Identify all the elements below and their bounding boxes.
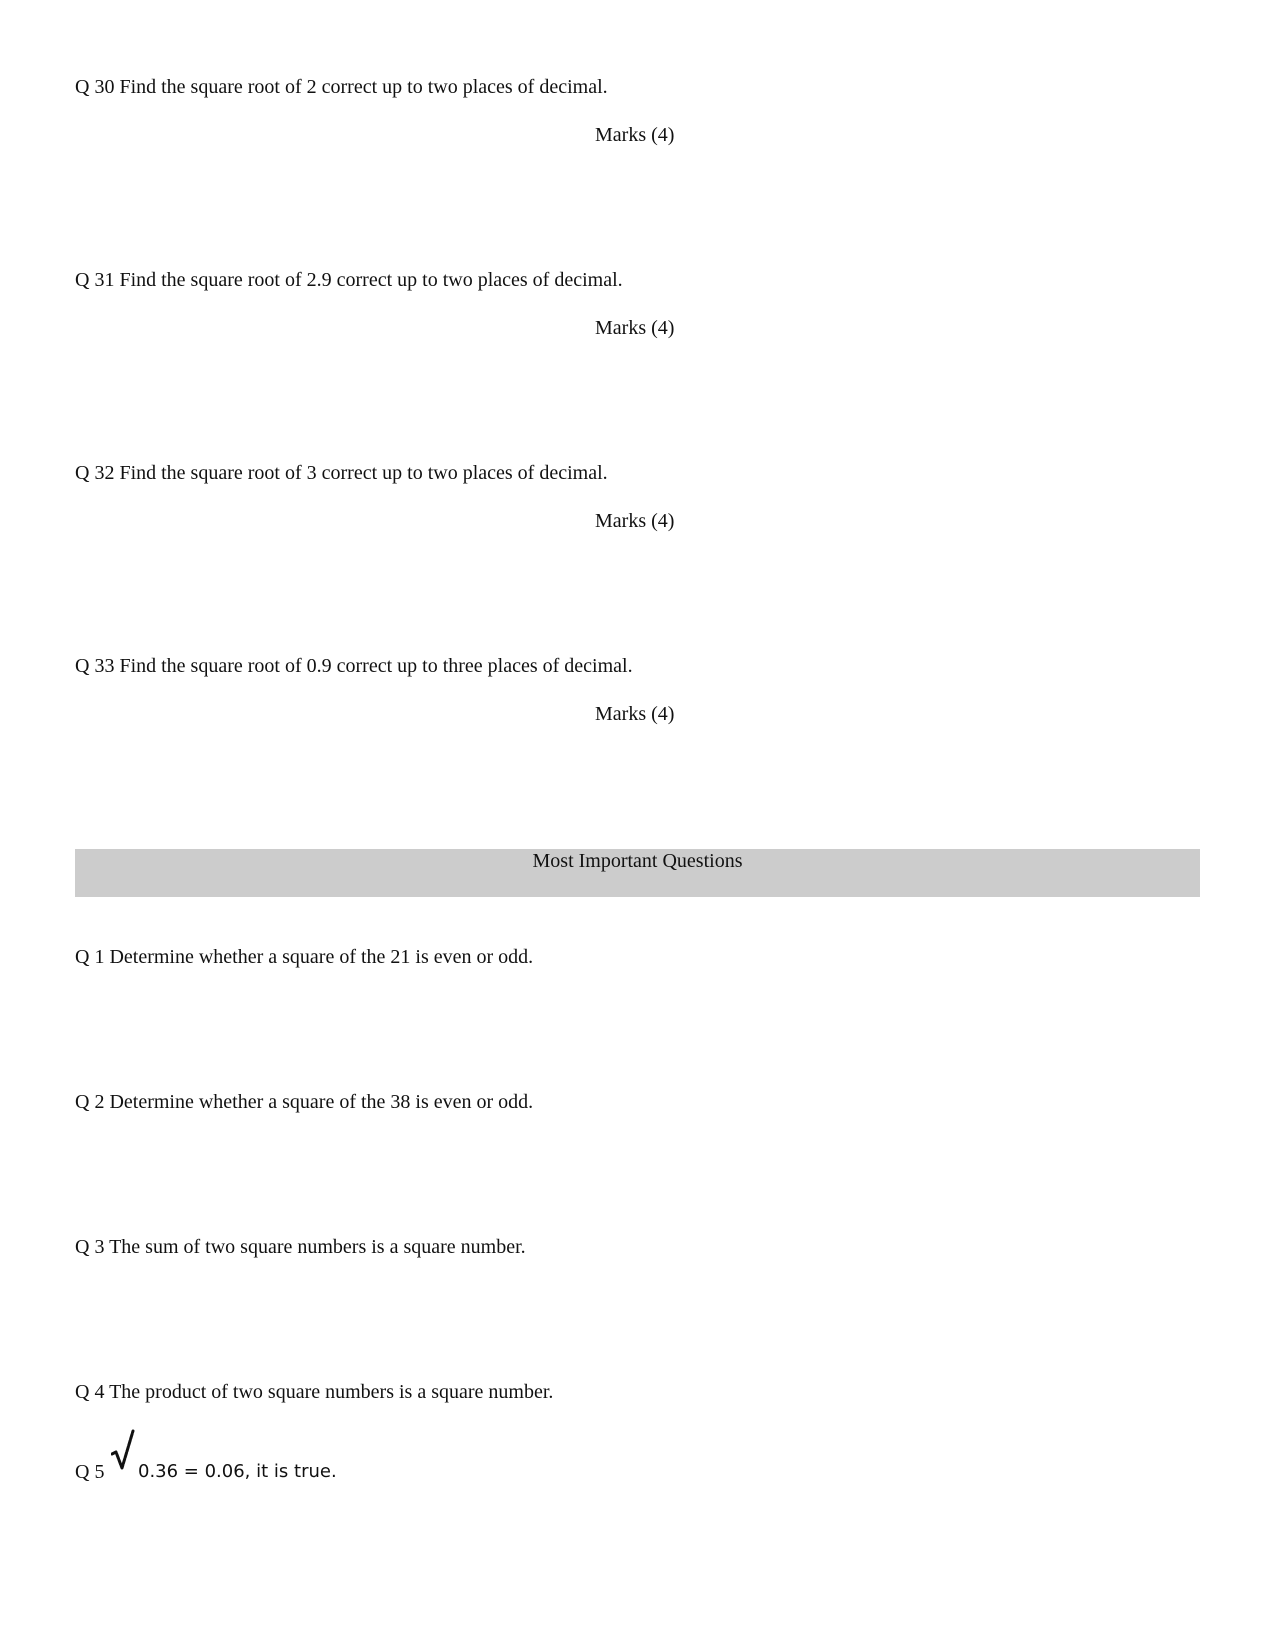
marks-q31: Marks (4) (595, 317, 675, 339)
q5-label: Q 5 (75, 1461, 105, 1483)
marks-q33: Marks (4) (595, 703, 675, 725)
q5-expression: 0.36 = 0.06, it is true. (138, 1461, 337, 1482)
question-31: Q 31 Find the square root of 2.9 correct up to two places of decimal. (75, 269, 623, 291)
important-question-4: Q 4 The product of two square numbers is a square number. (75, 1381, 554, 1403)
important-question-3: Q 3 The sum of two square numbers is a square number. (75, 1236, 526, 1258)
important-question-1: Q 1 Determine whether a square of the 21 is even or odd. (75, 946, 534, 968)
question-33: Q 33 Find the square root of 0.9 correct up to three places of decimal. (75, 655, 633, 677)
section-banner (75, 849, 1200, 897)
important-question-5 (75, 1428, 675, 1488)
marks-q32: Marks (4) (595, 510, 675, 532)
square-root-icon (111, 1428, 137, 1472)
marks-q30: Marks (4) (595, 124, 675, 146)
question-32: Q 32 Find the square root of 3 correct up to two places of decimal. (75, 462, 608, 484)
important-question-2: Q 2 Determine whether a square of the 38 is even or odd. (75, 1091, 534, 1113)
question-30: Q 30 Find the square root of 2 correct up to two places of decimal. (75, 76, 608, 98)
section-title: Most Important Questions (532, 850, 743, 872)
